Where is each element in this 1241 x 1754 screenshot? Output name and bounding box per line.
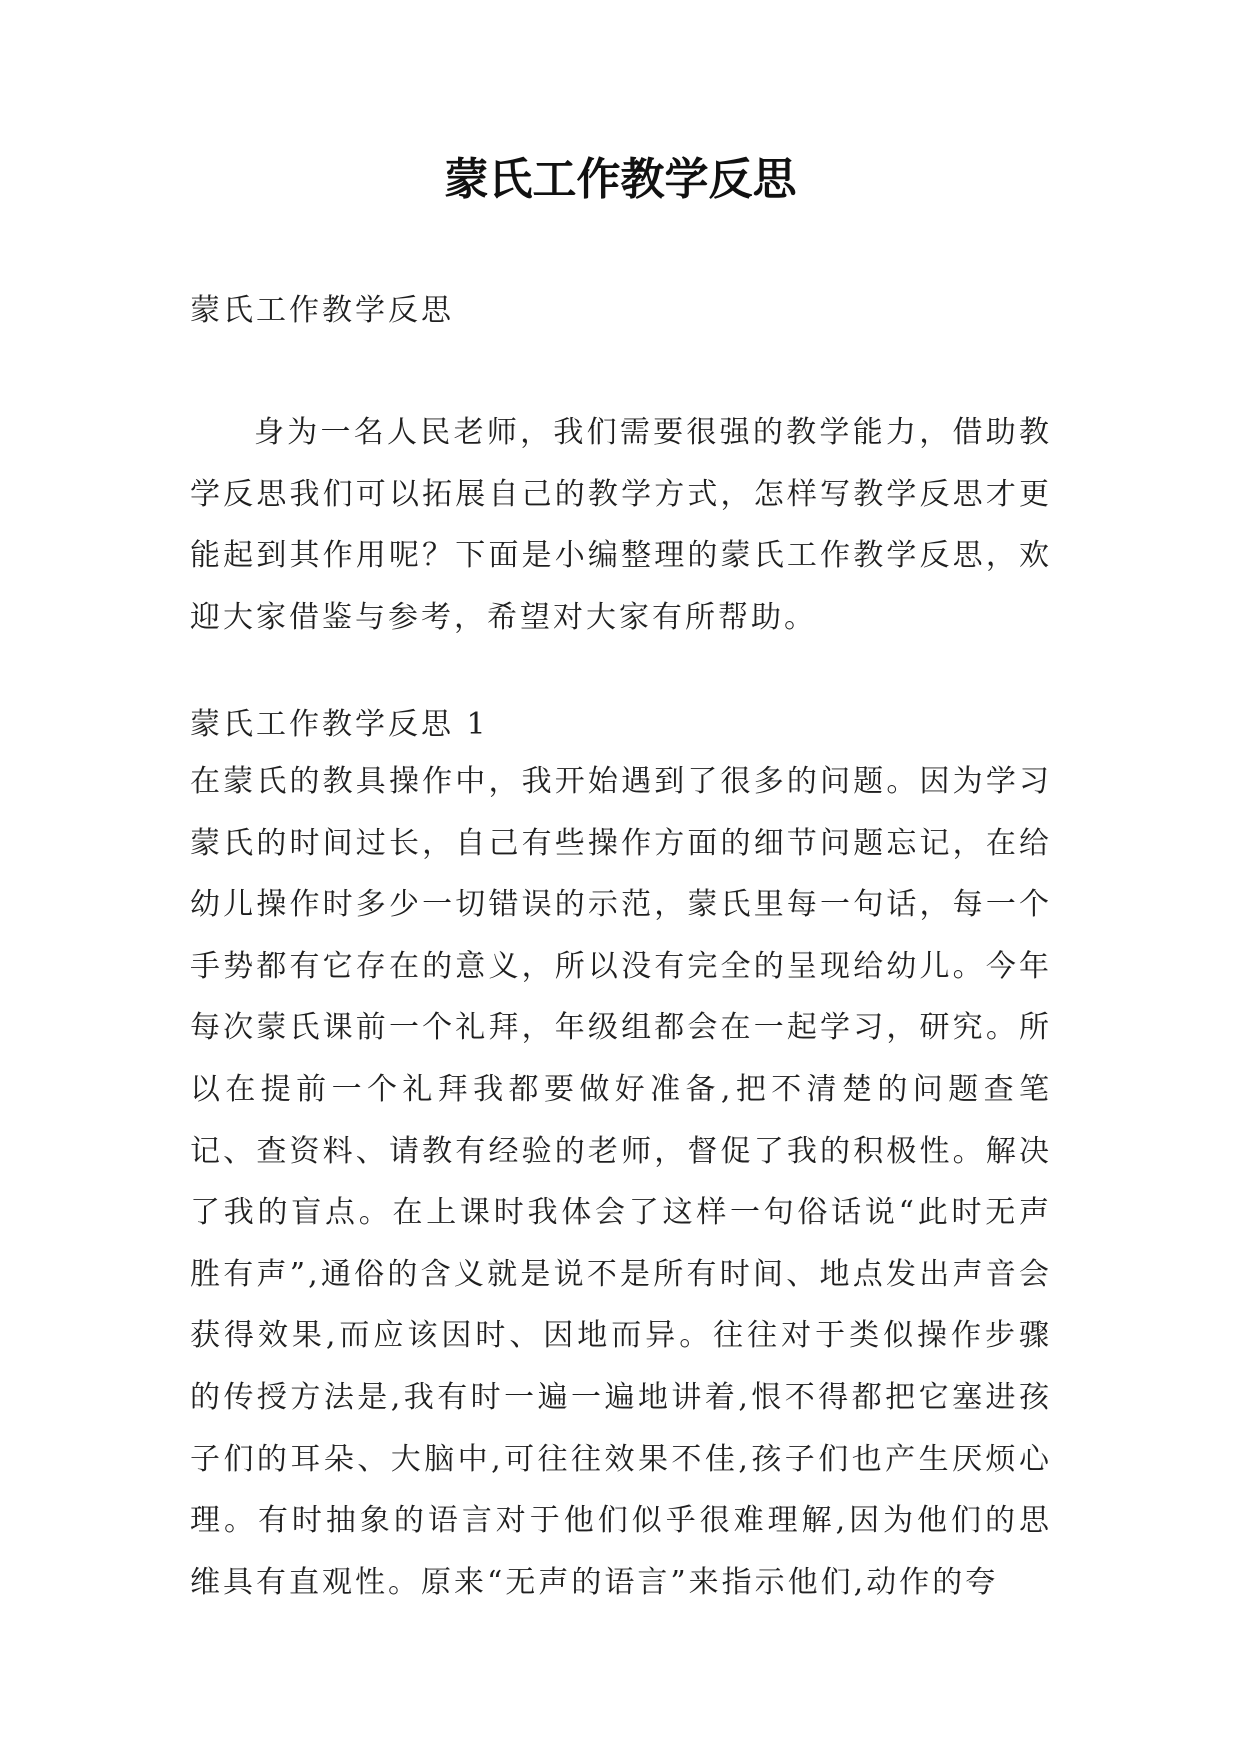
document-subtitle: 蒙氏工作教学反思: [190, 293, 454, 328]
intro-paragraph: 身为一名人民老师，我们需要很强的教学能力，借助教学反思我们可以拓展自己的教学方式，怎样写教学反思才更能起到其作用呢？下面是小编整理的蒙氏工作教学反思，欢迎大家借鉴与参考，希望对大家有所帮助。: [190, 415, 1052, 635]
section-heading: 蒙氏工作教学反思 1: [190, 707, 489, 742]
document-title: 蒙氏工作教学反思: [444, 154, 797, 205]
section-paragraph: 在蒙氏的教具操作中，我开始遇到了很多的问题。因为学习蒙氏的时间过长，自己有些操作方面的细节问题忘记，在给幼儿操作时多少一切错误的示范，蒙氏里每一句话，每一个手势都有它存在的意义，所以没有完全的呈现给幼儿。今年每次蒙氏课前一个礼拜，年级组都会在一起学习，研究。所以在提前一个礼拜我都要做好准备,把不清楚的问题查笔记、查资料、请教有经验的老师，督促了我的积极性。解决了我的盲点。在上课时我体会了这样一句俗话说“此时无声胜有声”,通俗的含义就是说不是所有时间、地点发出声音会获得效果,而应该因时、因地而异。往往对于类似操作步骤的传授方法是,我有时一遍一遍地讲着,恨不得都把它塞进孩子们的耳朵、大脑中,可往往效果不佳,孩子们也产生厌烦心理。有时抽象的语言对于他们似乎很难理解,因为他们的思维具有直观性。原来“无声的语言”来指示他们,动作的夸: [190, 764, 1052, 1600]
